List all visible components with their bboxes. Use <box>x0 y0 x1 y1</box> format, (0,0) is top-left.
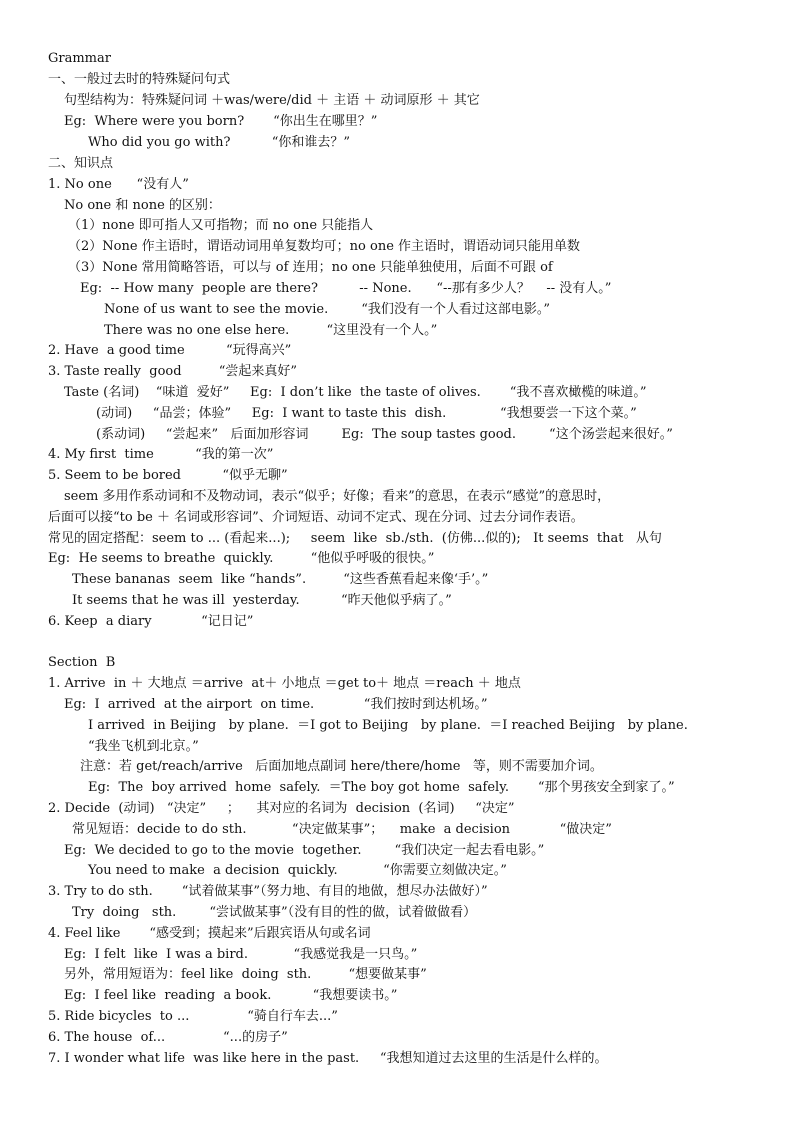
text-line: 句型结构为：特殊疑问词 ＋was/were/did ＋ 主语 ＋ 动词原形 ＋ 其它 <box>64 93 480 108</box>
text-line: 后面可以接“to be ＋ 名词或形容词”、介词短语、动词不定式、现在分词、过去分词作表语。 <box>48 510 584 525</box>
text-line: (动词) “品尝；体验” Eg: I want to taste this dish. “我想要尝一下这个菜。” <box>96 406 637 421</box>
heading-grammar: Grammar <box>48 51 111 66</box>
item-heading: 2. Decide (动词) “决定” ； 其对应的名词为 decision (名词) “决定” <box>48 801 515 816</box>
text-line: No one 和 none 的区别： <box>64 198 221 213</box>
example-line: Eg: He seems to breathe quickly. “他似乎呼吸的很快。” <box>48 551 435 566</box>
text-line: Taste (名词) “味道 爱好” Eg: I don’t like the taste of olives. “我不喜欢橄榄的味道。” <box>64 385 647 400</box>
item-heading: 4. My first time “我的第一次” <box>48 447 274 462</box>
text-line: （3）None 常用简略答语，可以与 of 连用；no one 只能单独使用，后面不可跟 of <box>68 260 553 275</box>
example-line: Eg: I feel like reading a book. “我想要读书。” <box>64 988 398 1003</box>
section-heading-1: 一、一般过去时的特殊疑问句式 <box>48 72 231 87</box>
text-line: 常见的固定搭配：seem to ... (看起来...); seem like sb./sth. (仿佛...似的); It seems that 从句 <box>48 531 662 546</box>
example-line: There was no one else here. “这里没有一个人。” <box>104 323 438 338</box>
example-line: You need to make a decision quickly. “你需要立刻做决定。” <box>88 863 507 878</box>
example-line: Eg: -- How many people are there? -- None. “--那有多少人？ -- 没有人。” <box>80 281 612 296</box>
example-line: Eg: Where were you born? “你出生在哪里？” <box>64 114 378 129</box>
text-line: （1）none 即可指人又可指物；而 no one 只能指人 <box>68 218 374 233</box>
example-line: Eg: I arrived at the airport on time. “我们按时到达机场。” <box>64 697 488 712</box>
text-line: 常见短语：decide to do sth. “决定做某事”； make a decision “做决定” <box>72 822 612 837</box>
item-heading: 3. Try to do sth. “试着做某事”（努力地、有目的地做，想尽办法做好）” <box>48 884 488 899</box>
example-line: Who did you go with? “你和谁去？” <box>88 135 351 150</box>
item-heading: 1. No one “没有人” <box>48 177 189 192</box>
item-heading: 5. Ride bicycles to ... “骑自行车去...” <box>48 1009 338 1024</box>
example-line: “我坐飞机到北京。” <box>88 739 199 754</box>
section-heading-2: 二、知识点 <box>48 156 114 171</box>
item-heading: 3. Taste really good “尝起来真好” <box>48 364 298 379</box>
example-line: These bananas seem like “hands”. “这些香蕉看起来像‘手’。” <box>72 572 489 587</box>
note-line: 注意：若 get/reach/arrive 后面加地点副词 here/there/home 等，则不需要加介词。 <box>80 759 603 774</box>
example-line: I arrived in Beijing by plane. ＝I got to Beijing by plane. ＝I reached Beijing by plane. <box>88 718 688 733</box>
heading-section-b: Section B <box>48 655 116 670</box>
example-line: Eg: I felt like I was a bird. “我感觉我是一只鸟。” <box>64 947 418 962</box>
item-heading: 7. I wonder what life was like here in the past. “我想知道过去这里的生活是什么样的。 <box>48 1051 608 1066</box>
item-heading: 4. Feel like “感受到；摸起来”后跟宾语从句或名词 <box>48 926 371 941</box>
item-heading: 6. Keep a diary “记日记” <box>48 614 254 629</box>
text-line: （2）None 作主语时，谓语动词用单复数均可；no one 作主语时，谓语动词只能用单数 <box>68 239 581 254</box>
example-line: It seems that he was ill yesterday. “昨天他似乎病了。” <box>72 593 452 608</box>
text-line: seem 多用作系动词和不及物动词，表示“似乎；好像；看来”的意思，在表示“感觉”的意思时， <box>64 489 611 504</box>
example-line: None of us want to see the movie. “我们没有一个人看过这部电影。” <box>104 302 551 317</box>
text-line: 另外，常用短语为：feel like doing sth. “想要做某事” <box>64 967 427 982</box>
item-heading: 2. Have a good time “玩得高兴” <box>48 343 292 358</box>
text-line: (系动词) “尝起来” 后面加形容词 Eg: The soup tastes good. “这个汤尝起来很好。” <box>96 427 673 442</box>
item-heading: 1. Arrive in ＋ 大地点 ＝arrive at＋ 小地点 ＝get to＋ 地点 ＝reach ＋ 地点 <box>48 676 521 691</box>
text-line: Try doing sth. “尝试做某事”（没有目的性的做，试着做做看） <box>72 905 477 920</box>
example-line: Eg: The boy arrived home safely. ＝The boy got home safely. “那个男孩安全到家了。” <box>88 780 675 795</box>
example-line: Eg: We decided to go to the movie together. “我们决定一起去看电影。” <box>64 843 545 858</box>
item-heading: 6. The house of... “...的房子” <box>48 1030 288 1045</box>
item-heading: 5. Seem to be bored “似乎无聊” <box>48 468 288 483</box>
